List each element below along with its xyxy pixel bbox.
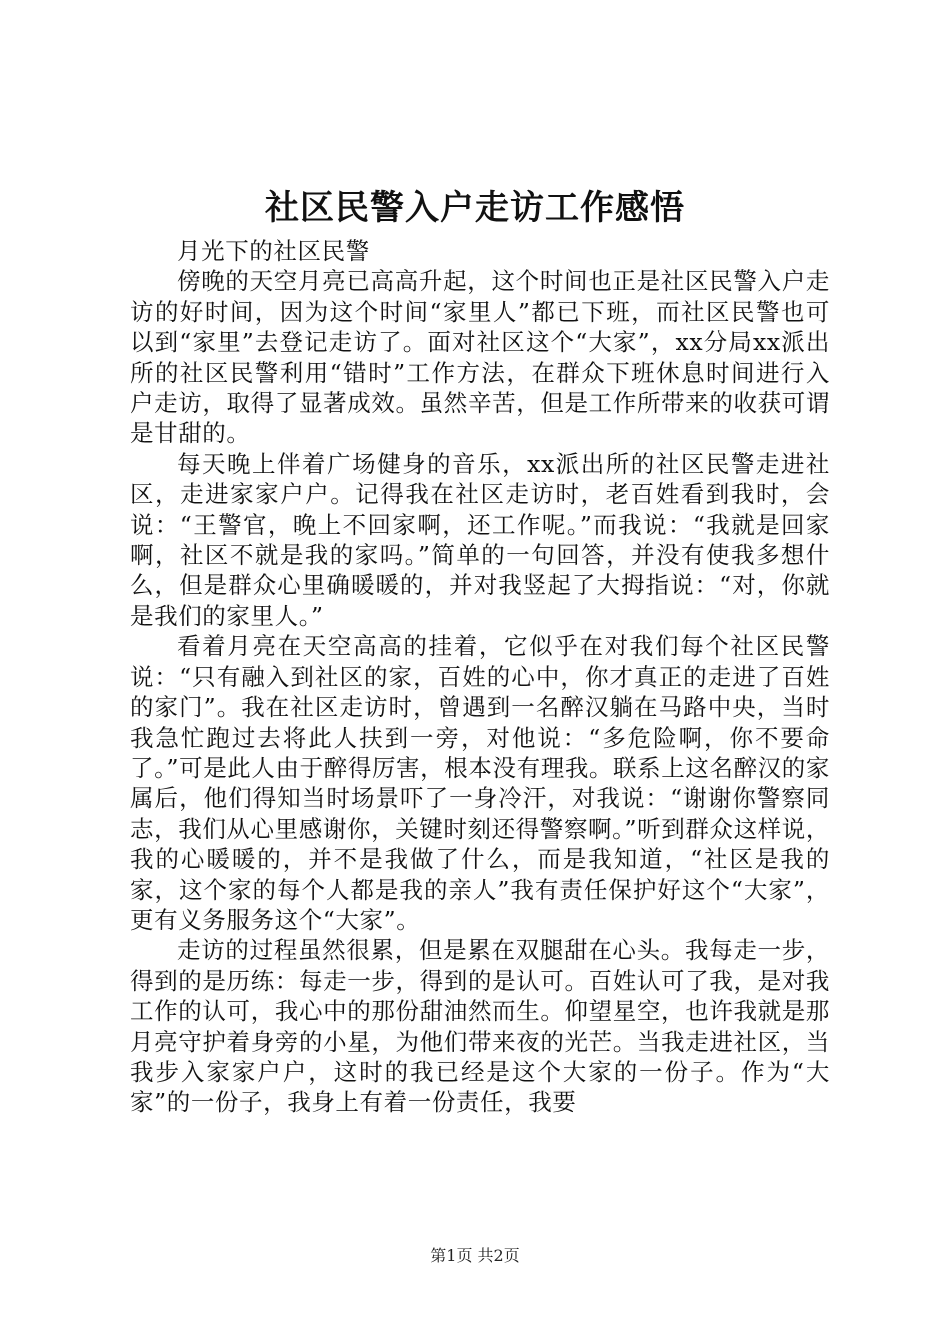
paragraph-1: 傍晚的天空月亮已高高升起，这个时间也正是社区民警入户走访的好时间，因为这个时间“家里人”都已下班，而社区民警也可以到“家里”去登记走访了。面对社区这个“大家”，xx分局xx派出所的社区民警利用“错时”工作方法，在群众下班休息时间进行入户走访，取得了显著成效。虽然辛苦，但是工作所带来的收获可谓是甘甜的。 [130, 267, 830, 448]
paragraph-3: 看着月亮在天空高高的挂着，它似乎在对我们每个社区民警说：“只有融入到社区的家，百姓的心中，你才真正的走进了百姓的家门”。我在社区走访时，曾遇到一名醉汉躺在马路中央，当时我急忙跑过去将此人扶到一旁，对他说：“多危险啊，你不要命了。”可是此人由于醉得厉害，根本没有理我。联系上这名醉汉的家属后，他们得知当时场景吓了一身冷汗，对我说：“谢谢你警察同志，我们从心里感谢你，关键时刻还得警察啊。”听到群众这样说，我的心暖暖的，并不是我做了什么，而是我知道，“社区是我的家，这个家的每个人都是我的亲人”我有责任保护好这个“大家”，更有义务服务这个“大家”。 [130, 632, 830, 934]
page-footer: 第1页 共2页 [430, 1246, 520, 1265]
document-title: 社区民警入户走访工作感悟 [265, 188, 685, 228]
document-body [130, 236, 830, 1118]
subtitle: 月光下的社区民警 [177, 237, 370, 265]
paragraph-4: 走访的过程虽然很累，但是累在双腿甜在心头。我每走一步，得到的是历练：每走一步，得到的是认可。百姓认可了我，是对我工作的认可，我心中的那份甜油然而生。仰望星空，也许我就是那月亮守护着身旁的小星，为他们带来夜的光芒。当我走进社区，当我步入家家户户，这时的我已经是这个大家的一份子。作为“大家”的一份子，我身上有着一份责任，我要 [130, 936, 830, 1117]
paragraph-2: 每天晚上伴着广场健身的音乐，xx派出所的社区民警走进社区，走进家家户户。记得我在社区走访时，老百姓看到我时，会说：“王警官，晚上不回家啊，还工作呢。”而我说：“我就是回家啊，社区不就是我的家吗。”简单的一句回答，并没有使我多想什么，但是群众心里确暖暖的，并对我竖起了大拇指说：“对，你就是我们的家里人。” [130, 449, 830, 630]
